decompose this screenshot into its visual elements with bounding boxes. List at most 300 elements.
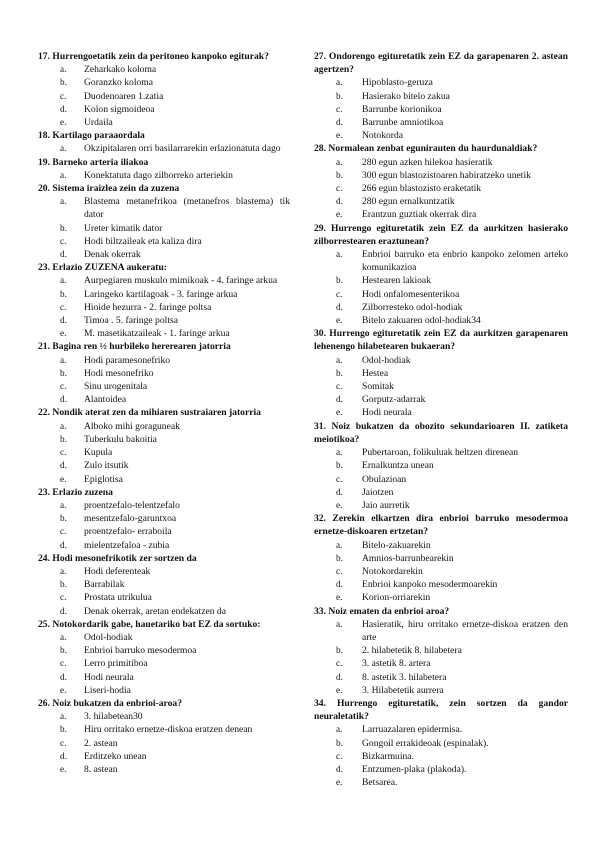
answer-option bbox=[314, 156, 568, 169]
answer-option bbox=[38, 473, 290, 486]
option-letter: a. bbox=[60, 196, 67, 207]
answer-option bbox=[38, 327, 290, 340]
option-text: Jaiotzen bbox=[362, 486, 394, 498]
option-letter: b. bbox=[60, 645, 67, 656]
answer-option bbox=[38, 420, 290, 433]
answer-option bbox=[314, 565, 568, 578]
answer-option bbox=[314, 591, 568, 604]
answer-option bbox=[314, 723, 568, 736]
answer-option bbox=[38, 512, 290, 525]
right-column bbox=[314, 50, 568, 789]
option-text: 8. astetik 3. hilabetera bbox=[362, 671, 447, 683]
option-text: Odol-hodiak bbox=[362, 354, 411, 366]
question-title: 32. Zerekin elkartzen dira enbrioi barruko mesodermoa ernetze-diskoaren ertzetan? bbox=[314, 513, 568, 538]
answer-option bbox=[314, 274, 568, 287]
answer-option bbox=[38, 459, 290, 472]
option-letter: d. bbox=[60, 460, 67, 471]
option-text: Notokorda bbox=[362, 130, 404, 142]
answer-option bbox=[314, 116, 568, 129]
left-column bbox=[38, 50, 290, 776]
answer-option bbox=[38, 737, 290, 750]
option-text: Amnios-barrunbearekin bbox=[362, 552, 454, 564]
answer-option bbox=[38, 393, 290, 406]
option-text: Pubertaroan, folikuluak heltzen direnean bbox=[362, 447, 519, 459]
option-text: Denak okerrak, aretan endekatzen da bbox=[84, 605, 226, 617]
option-letter: c. bbox=[336, 473, 343, 484]
answer-options bbox=[314, 156, 568, 222]
answer-option bbox=[38, 274, 290, 287]
answer-option bbox=[314, 248, 568, 274]
option-letter: a. bbox=[336, 156, 343, 167]
answer-option bbox=[38, 288, 290, 301]
option-text: Kupula bbox=[84, 447, 113, 459]
option-text: Somitak bbox=[362, 381, 394, 393]
option-text: 266 egun blastozisto eraketatik bbox=[362, 183, 482, 195]
option-letter: b. bbox=[336, 275, 343, 286]
option-letter: c. bbox=[60, 90, 67, 101]
question-block bbox=[38, 486, 290, 552]
answer-options bbox=[314, 723, 568, 789]
answer-option bbox=[38, 142, 290, 155]
answer-option bbox=[38, 525, 290, 538]
option-text: Hipoblasto-geruza bbox=[362, 77, 433, 89]
answer-option bbox=[314, 103, 568, 116]
question-block bbox=[38, 552, 290, 618]
answer-options bbox=[314, 354, 568, 420]
answer-option bbox=[314, 644, 568, 657]
option-letter: e. bbox=[336, 407, 343, 418]
answer-option bbox=[38, 314, 290, 327]
option-text: Urdaila bbox=[84, 117, 113, 129]
question-block bbox=[314, 512, 568, 604]
option-text: Korion-orriarekin bbox=[362, 592, 431, 604]
option-letter: d. bbox=[336, 763, 343, 774]
option-text: Bitelo zakuaren odol-hodiak34 bbox=[362, 315, 481, 327]
option-text: Hodi onfalomesenterikoa bbox=[362, 288, 460, 300]
option-letter: e. bbox=[336, 592, 343, 603]
option-letter: c. bbox=[60, 737, 67, 748]
option-letter: e. bbox=[336, 130, 343, 141]
option-text: Gorputz-adarrak bbox=[362, 394, 426, 406]
option-letter: a. bbox=[60, 169, 67, 180]
question-block bbox=[314, 420, 568, 512]
option-text: Kolon sigmoideoa bbox=[84, 103, 155, 115]
option-text: Enbrioi barruko eta enbrio kanpoko zelomen arteko komunikazioa bbox=[362, 249, 568, 274]
option-letter: a. bbox=[60, 631, 67, 642]
option-letter: c. bbox=[336, 288, 343, 299]
option-text: Goranzko koloma bbox=[84, 77, 154, 89]
option-letter: b. bbox=[336, 169, 343, 180]
answer-options bbox=[314, 539, 568, 605]
question-block bbox=[314, 327, 568, 419]
answer-option bbox=[314, 737, 568, 750]
answer-option bbox=[314, 288, 568, 301]
option-letter: c. bbox=[336, 750, 343, 761]
option-text: Obulazioan bbox=[362, 473, 407, 485]
question-title: 34. Hurrengo egituretatik, zein sortzen da gandor neuraletatik? bbox=[314, 697, 568, 723]
answer-option bbox=[314, 473, 568, 486]
question-block bbox=[38, 50, 290, 129]
question-title: 31. Noiz bukatzen da obozito sekundarioaren II. zatiketa meiotikoa? bbox=[314, 420, 568, 445]
answer-option bbox=[314, 446, 568, 459]
question-block bbox=[38, 618, 290, 697]
answer-option bbox=[38, 235, 290, 248]
answer-options bbox=[38, 63, 290, 129]
answer-options bbox=[38, 499, 290, 552]
answer-option bbox=[314, 182, 568, 195]
question-block bbox=[314, 50, 568, 142]
question-title: 24. Hodi mesonefrikotik zer sortzen da bbox=[38, 552, 197, 564]
option-text: Zilborresteko odol-hodiak bbox=[362, 301, 463, 313]
option-text: Barrunbe amniotikoa bbox=[362, 117, 444, 129]
option-letter: e. bbox=[336, 499, 343, 510]
option-letter: c. bbox=[60, 526, 67, 537]
answer-option bbox=[38, 723, 290, 736]
answer-option bbox=[314, 486, 568, 499]
answer-option bbox=[314, 776, 568, 789]
answer-option bbox=[314, 76, 568, 89]
option-letter: d. bbox=[336, 301, 343, 312]
option-letter: c. bbox=[336, 183, 343, 194]
option-text: Liseri-hodia bbox=[84, 684, 131, 696]
option-letter: a. bbox=[336, 447, 343, 458]
answer-options bbox=[38, 142, 290, 155]
answer-option bbox=[38, 684, 290, 697]
question-block bbox=[314, 605, 568, 697]
option-text: Hodi deferenteak bbox=[84, 565, 151, 577]
option-letter: b. bbox=[60, 77, 67, 88]
option-letter: a. bbox=[336, 354, 343, 365]
answer-option bbox=[38, 90, 290, 103]
option-text: Ureter kimatik dator bbox=[84, 222, 163, 234]
answer-option bbox=[38, 103, 290, 116]
answer-option bbox=[314, 671, 568, 684]
answer-options bbox=[38, 631, 290, 697]
answer-option bbox=[314, 301, 568, 314]
option-letter: d. bbox=[336, 486, 343, 497]
answer-option bbox=[314, 539, 568, 552]
answer-option bbox=[38, 380, 290, 393]
option-text: Barrabilak bbox=[84, 579, 125, 591]
option-letter: a. bbox=[60, 565, 67, 576]
option-text: Odol-hodiak bbox=[84, 631, 133, 643]
option-letter: a. bbox=[60, 64, 67, 75]
answer-option bbox=[314, 763, 568, 776]
answer-option bbox=[38, 222, 290, 235]
answer-options bbox=[38, 710, 290, 776]
option-letter: d. bbox=[60, 394, 67, 405]
answer-option bbox=[314, 195, 568, 208]
option-letter: c. bbox=[336, 103, 343, 114]
answer-option bbox=[38, 605, 290, 618]
answer-option bbox=[314, 578, 568, 591]
option-text: Notokordarekin bbox=[362, 565, 423, 577]
question-block bbox=[38, 340, 290, 406]
option-letter: b. bbox=[336, 645, 343, 656]
option-text: Blastema metanefrikoa (metanefros blastema) tik dator bbox=[84, 196, 290, 221]
option-letter: a. bbox=[336, 77, 343, 88]
option-text: Denak okerrak bbox=[84, 249, 141, 261]
question-title: 23. Erlazio ZUZENA aukeratu: bbox=[38, 262, 167, 274]
option-text: Enbrioi kanpoko mesodermoarekin bbox=[362, 579, 498, 591]
option-letter: e. bbox=[60, 117, 67, 128]
option-letter: e. bbox=[60, 684, 67, 695]
answer-option bbox=[314, 169, 568, 182]
option-letter: d. bbox=[60, 605, 67, 616]
answer-options bbox=[38, 195, 290, 261]
option-text: 280 egun azken hilekoa hasieratik bbox=[362, 156, 493, 168]
option-text: 3. Hilabetetik aurrera bbox=[362, 684, 444, 696]
option-text: Larruazalaren epidermisa. bbox=[362, 724, 463, 736]
answer-option bbox=[314, 354, 568, 367]
answer-options bbox=[38, 565, 290, 618]
option-letter: d. bbox=[336, 394, 343, 405]
option-letter: b. bbox=[336, 90, 343, 101]
option-text: Hodi biltzaileak eta kaliza dira bbox=[84, 235, 202, 247]
answer-option bbox=[314, 208, 568, 221]
answer-option bbox=[314, 406, 568, 419]
option-letter: c. bbox=[60, 381, 67, 392]
option-letter: b. bbox=[60, 288, 67, 299]
option-letter: a. bbox=[336, 618, 343, 629]
option-letter: b. bbox=[60, 724, 67, 735]
answer-option bbox=[38, 499, 290, 512]
answer-option bbox=[38, 644, 290, 657]
option-text: 8. astean bbox=[84, 763, 118, 775]
option-letter: b. bbox=[336, 460, 343, 471]
question-title: 23. Erlazio zuzena bbox=[38, 486, 113, 498]
option-text: Erditzeko unean bbox=[84, 750, 147, 762]
option-text: Jaio aurretik bbox=[362, 499, 410, 511]
answer-option bbox=[314, 750, 568, 763]
answer-option bbox=[38, 763, 290, 776]
option-letter: a. bbox=[336, 724, 343, 735]
option-text: Barrunbe korionikoa bbox=[362, 103, 442, 115]
option-text: Hestea bbox=[362, 367, 389, 379]
answer-option bbox=[314, 380, 568, 393]
answer-option bbox=[38, 657, 290, 670]
answer-option bbox=[38, 446, 290, 459]
answer-option bbox=[314, 314, 568, 327]
option-text: 2. hilabetetik 8. hilabetera bbox=[362, 645, 462, 657]
answer-option bbox=[314, 618, 568, 644]
question-title: 26. Noiz bukatzen da enbrioi-aroa? bbox=[38, 697, 182, 709]
option-text: mesentzefalo-garuntxoa bbox=[84, 513, 177, 525]
option-text: Zeharkako koloma bbox=[84, 64, 157, 76]
question-title: 29. Hurrengo egituretatik zein EZ da aurkitzen hasierako zilborrestearen eraztunean? bbox=[314, 222, 568, 247]
option-text: Timoa . 5. faringe poltsa bbox=[84, 315, 178, 327]
option-letter: e. bbox=[336, 315, 343, 326]
option-letter: e. bbox=[336, 209, 343, 220]
option-letter: c. bbox=[60, 301, 67, 312]
option-text: Hestearen lakioak bbox=[362, 275, 431, 287]
question-title: 18. Kartilago paraaordala bbox=[38, 130, 145, 142]
question-block bbox=[38, 697, 290, 776]
option-letter: c. bbox=[60, 592, 67, 603]
option-letter: a. bbox=[60, 354, 67, 365]
option-text: Erantzun guztiak okerrak dira bbox=[362, 209, 477, 221]
question-title: 30. Hurrengo egituretatik zein EZ da aurkitzen garapenaren lehenengo hilabetearen bukaeran? bbox=[314, 328, 568, 353]
option-letter: d. bbox=[336, 579, 343, 590]
answer-option bbox=[314, 393, 568, 406]
answer-option bbox=[38, 195, 290, 221]
question-title: 17. Hurrengoetatik zein da peritoneo kanpoko egiturak? bbox=[38, 51, 269, 62]
answer-option bbox=[314, 552, 568, 565]
answer-options bbox=[38, 169, 290, 182]
answer-option bbox=[38, 169, 290, 182]
option-text: Duodenoaren 1.zatia bbox=[84, 90, 164, 102]
option-letter: b. bbox=[60, 513, 67, 524]
option-letter: c. bbox=[336, 658, 343, 669]
option-text: Lerro primitiboa bbox=[84, 658, 148, 670]
option-letter: a. bbox=[60, 275, 67, 286]
answer-option bbox=[38, 631, 290, 644]
option-letter: b. bbox=[336, 367, 343, 378]
option-letter: a. bbox=[60, 143, 67, 154]
option-letter: c. bbox=[336, 381, 343, 392]
answer-option bbox=[38, 591, 290, 604]
option-letter: d. bbox=[60, 750, 67, 761]
option-text: Gongoil errakideoak (espinalak). bbox=[362, 737, 489, 749]
question-block bbox=[38, 129, 290, 155]
option-text: Entzumen-plaka (plakoda). bbox=[362, 763, 467, 775]
answer-option bbox=[314, 90, 568, 103]
answer-options bbox=[38, 420, 290, 486]
option-text: Epiglotisa bbox=[84, 473, 123, 485]
option-letter: c. bbox=[60, 658, 67, 669]
question-title: 20. Sistema iraizlea zein da zuzena bbox=[38, 183, 180, 195]
option-letter: a. bbox=[60, 499, 67, 510]
option-text: mielentzefaloa - zubia bbox=[84, 539, 170, 551]
option-text: Alboko mihi goraguneak bbox=[84, 420, 180, 432]
option-text: Hiru orritako ernetze-diskoa eratzen denean bbox=[84, 724, 253, 736]
option-text: Sinu urogenitala bbox=[84, 381, 148, 393]
question-title: 25. Notokordarik gabe, hauetariko bat EZ da sortuko: bbox=[38, 618, 261, 630]
answer-option bbox=[314, 129, 568, 142]
question-block bbox=[38, 182, 290, 261]
answer-option bbox=[38, 354, 290, 367]
question-title: 33. Noiz ematen da enbrioi aroa? bbox=[314, 605, 450, 617]
answer-options bbox=[314, 618, 568, 697]
answer-option bbox=[38, 671, 290, 684]
option-letter: d. bbox=[60, 671, 67, 682]
option-letter: b. bbox=[336, 737, 343, 748]
question-title: 27. Ondorengo egituretatik zein EZ da garapenaren 2. astean agertzen? bbox=[314, 51, 568, 76]
option-text: Hodi mesonefriko bbox=[84, 367, 154, 379]
option-text: Prostata utrikulua bbox=[84, 592, 152, 604]
option-text: Ernalkuntza unean bbox=[362, 460, 434, 472]
option-text: Hioide hezurra - 2. faringe poltsa bbox=[84, 301, 212, 313]
answer-option bbox=[38, 539, 290, 552]
option-text: Betsarea. bbox=[362, 777, 398, 789]
answer-option bbox=[314, 684, 568, 697]
question-title: 28. Normalean zenbat egunirauten du haurdunaldiak? bbox=[314, 143, 538, 155]
option-text: Hodi neurala bbox=[84, 671, 134, 683]
answer-options bbox=[38, 354, 290, 407]
question-title: 22. Nondik aterat zen da mihiaren sustraiaren jatorria bbox=[38, 407, 261, 419]
option-text: Okzipitalaren orri basilarrarekin erlazionatuta dago bbox=[84, 143, 281, 155]
option-text: Enbrioi barruko mesodermoa bbox=[84, 645, 197, 657]
option-text: proentzefalo- erraboila bbox=[84, 526, 172, 538]
option-text: Bitelo-zakuarekin bbox=[362, 539, 431, 551]
option-letter: d. bbox=[60, 249, 67, 260]
answer-option bbox=[314, 367, 568, 380]
option-text: 300 egun blastozistoaren habiratzeko unetik bbox=[362, 169, 531, 181]
option-text: Bizkarmuina. bbox=[362, 750, 414, 762]
question-block bbox=[38, 261, 290, 340]
answer-option bbox=[38, 76, 290, 89]
question-block bbox=[314, 142, 568, 221]
option-text: Tuberkulu bakoitia bbox=[84, 433, 157, 445]
option-letter: a. bbox=[60, 420, 67, 431]
option-letter: c. bbox=[336, 565, 343, 576]
option-letter: d. bbox=[336, 671, 343, 682]
option-text: 3. astetik 8. artera bbox=[362, 658, 431, 670]
question-title: 19. Barneko arteria iliakoa bbox=[38, 156, 149, 168]
option-text: 2. astean bbox=[84, 737, 118, 749]
option-letter: e. bbox=[336, 777, 343, 788]
question-block bbox=[38, 406, 290, 485]
answer-options bbox=[314, 446, 568, 512]
option-letter: a. bbox=[336, 539, 343, 550]
option-letter: d. bbox=[60, 103, 67, 114]
answer-option bbox=[38, 367, 290, 380]
option-letter: c. bbox=[60, 447, 67, 458]
answer-option bbox=[314, 657, 568, 670]
answer-option bbox=[38, 750, 290, 763]
option-letter: d. bbox=[336, 196, 343, 207]
answer-option bbox=[38, 565, 290, 578]
option-letter: e. bbox=[60, 763, 67, 774]
option-text: Hasieratik, hiru orritako ernetze-diskoa eratzen den arte bbox=[362, 618, 568, 643]
option-letter: e. bbox=[60, 328, 67, 339]
option-text: proentzefalo-telentzefalo bbox=[84, 499, 180, 511]
option-letter: d. bbox=[60, 315, 67, 326]
option-letter: b. bbox=[60, 367, 67, 378]
answer-option bbox=[38, 433, 290, 446]
question-block bbox=[38, 156, 290, 182]
question-block bbox=[314, 697, 568, 789]
option-letter: b. bbox=[60, 433, 67, 444]
question-block bbox=[314, 222, 568, 328]
option-letter: b. bbox=[60, 222, 67, 233]
option-letter: e. bbox=[336, 684, 343, 695]
option-text: Konektatuta dago zilborreko arteriekin bbox=[84, 169, 233, 181]
answer-option bbox=[38, 116, 290, 129]
option-text: Hodi neurala bbox=[362, 407, 412, 419]
option-letter: b. bbox=[60, 579, 67, 590]
option-text: Zulo itsutik bbox=[84, 460, 129, 472]
question-title: 21. Bagina ren ½ hurbileko hererearen jatorria bbox=[38, 341, 231, 353]
option-text: Laringeko kartilagoak - 3. faringe arkua bbox=[84, 288, 238, 300]
answer-option bbox=[38, 248, 290, 261]
option-text: Alantoidea bbox=[84, 394, 127, 406]
option-letter: d. bbox=[60, 539, 67, 550]
answer-options bbox=[38, 274, 290, 340]
option-text: Aurpegiaren muskulo mimikoak - 4. faringe arkua bbox=[84, 275, 278, 287]
answer-option bbox=[314, 459, 568, 472]
option-text: Hasierako bitelo zakua bbox=[362, 90, 450, 102]
answer-option bbox=[38, 710, 290, 723]
option-letter: a. bbox=[336, 249, 343, 260]
option-letter: e. bbox=[60, 473, 67, 484]
answer-options bbox=[314, 248, 568, 327]
option-letter: c. bbox=[60, 235, 67, 246]
answer-options bbox=[314, 76, 568, 142]
answer-option bbox=[38, 63, 290, 76]
option-text: Hodi paramesonefriko bbox=[84, 354, 171, 366]
option-letter: a. bbox=[60, 711, 67, 722]
